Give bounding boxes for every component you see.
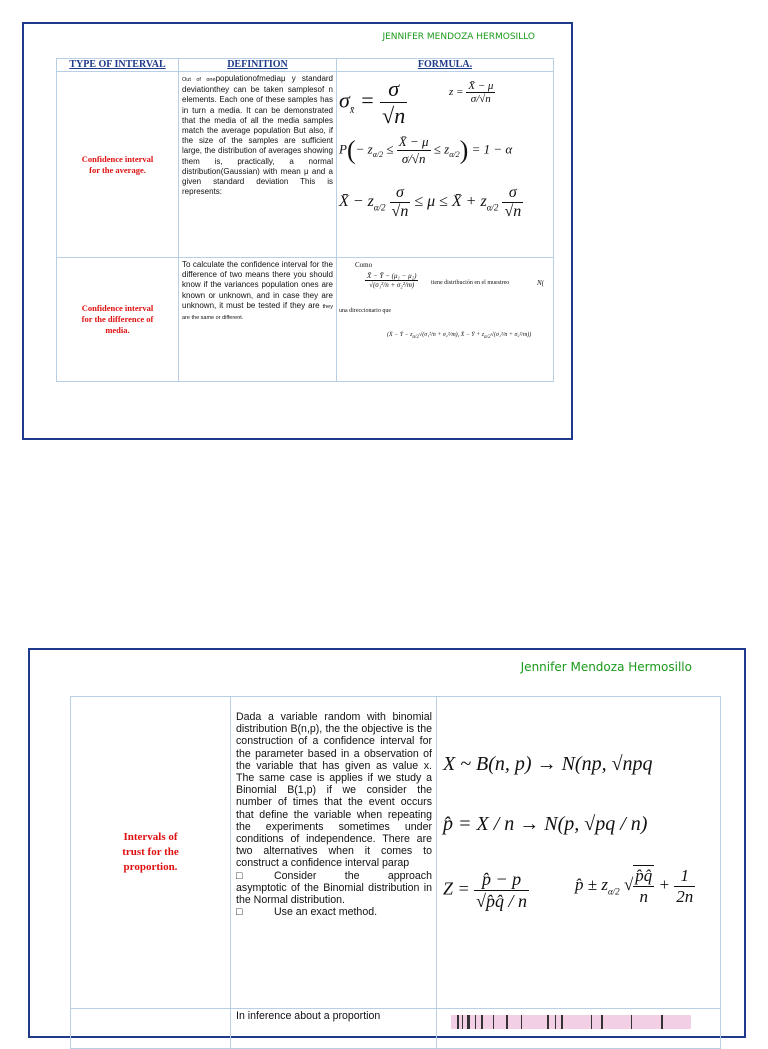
type-label: for the difference of bbox=[81, 314, 154, 324]
definition-small-text: Out of one bbox=[182, 77, 216, 83]
definition-cell-proportion bbox=[231, 697, 437, 1009]
type-label: Intervals of bbox=[123, 831, 178, 843]
formula-diff-statistic: $\frac{\text{X̄ − Ȳ − (μ₁ − μ₂)}}{\text{√(σ₁²/n + σ₂²/m)}}$ bbox=[367, 272, 417, 289]
formula-n: N( bbox=[537, 279, 544, 287]
checkbox-bullet: □ bbox=[236, 869, 243, 882]
formula-interval: X̄ − $z_{\alpha/2}$ $\frac{\sigma}{√n}$ ≤ μ ≤ X̄ + $z_{\alpha/2}$ $\frac{\sigma}{√n}$ bbox=[339, 184, 522, 220]
formula-image-strip bbox=[451, 1015, 691, 1029]
formula-phat: p̂ = X / n → N(p, √pq / n) bbox=[443, 813, 648, 835]
formula-cell-inference bbox=[437, 1009, 721, 1049]
header-definition: DEFINITION bbox=[179, 59, 337, 72]
bullet-text: Use an exact method. bbox=[274, 906, 378, 919]
header-formula: FORMULA. bbox=[337, 59, 554, 72]
definition-cell-average bbox=[179, 72, 337, 258]
type-label: Confidence interval bbox=[81, 303, 154, 313]
type-label: trust for the bbox=[122, 846, 179, 858]
formula-binomial-approx: X ~ B(n, p) → N(np, √npq bbox=[443, 753, 653, 775]
formula-una: una direccionario que bbox=[339, 308, 391, 314]
definition-cell-difference bbox=[179, 258, 337, 382]
type-cell-blank bbox=[71, 1009, 231, 1049]
formula-z-proportion: Z = $\frac{p̂ - p}{√p̂q̂ / n}$ bbox=[443, 869, 528, 911]
formula-diff-interval: (X̄ − Ȳ − $z_{\alpha/2}√(\sigma_1^2/n + \sigma_2^2/m)$, X̄ − Ȳ + $z_{\alpha/2}√(\sigma_1^2/n + \sigma_2^2/m)$) bbox=[387, 332, 532, 341]
definition-text: Dada a variable random with binomial distribution B(n,p), the the objective is the construction of a confidence interval for the parameter based in a observation of the variable that has given as value x. The same case is applies if we study a Binomial B(1,p) if we consider the number of times that the event occurs that define the variable when repeating the experiments sometimes under conditions of independence. There are two alternatives when it comes to construct a confidence interval parap bbox=[236, 711, 432, 870]
formula-z: z = $\frac{X̄ - \mu}{\sigma/√n}$ bbox=[449, 80, 494, 105]
type-label: media. bbox=[105, 325, 130, 335]
formula-tiene: tiene distribución en el muestreo bbox=[431, 280, 510, 286]
type-label: proportion. bbox=[123, 861, 178, 873]
formula-std-error: $\sigma_{x̄}$ = $\frac{\sigma}{√n}$ bbox=[339, 76, 406, 128]
definition-small-text: they are the same or different. bbox=[182, 303, 333, 322]
author-name: JENNIFER MENDOZA HERMOSILLO bbox=[382, 32, 535, 42]
formula-cell-proportion bbox=[437, 697, 721, 1009]
formula-como: Como bbox=[355, 261, 373, 269]
formula-cell-difference bbox=[337, 258, 554, 382]
definition-text: In inference about a proportion bbox=[236, 1010, 381, 1022]
type-cell-difference bbox=[57, 258, 179, 382]
type-label: Confidence interval bbox=[81, 153, 154, 164]
type-cell-proportion bbox=[71, 697, 231, 1009]
interval-table-2 bbox=[70, 696, 721, 1049]
type-label: for the average. bbox=[89, 164, 146, 175]
formula-probability: $P(- z_{\alpha/2}$ ≤ $\frac{X̄ - \mu}{\sigma/√n}$ ≤ $z_{\alpha/2}) = 1 - \alpha$ bbox=[339, 134, 513, 166]
header-type: TYPE OF INTERVAL bbox=[57, 59, 179, 72]
author-name: Jennifer Mendoza Hermosillo bbox=[520, 660, 692, 674]
formula-proportion-interval: p̂ ± $z_{\alpha/2}$ √ $\frac{p̂q̂}{n}$ + $\frac{1}{2n}$ bbox=[575, 865, 694, 906]
definition-text: To calculate the confidence interval for the difference of two means there you should know if the variances population ones are known or unknown, and in case they are unknown, it must be tested if they are bbox=[182, 260, 333, 310]
document-page-2 bbox=[28, 648, 746, 1038]
document-page-1 bbox=[22, 22, 573, 440]
formula-cell-average bbox=[337, 72, 554, 258]
definition-cell-inference bbox=[231, 1009, 437, 1049]
definition-text: populationofmediaμ y standard deviationthey can be taken samplesof n elements. Each one of these samples has in turn a media. It can be demonstrated that the media of all the media samples match the average population But also, if the size of the samples are sufficient large, the distribution of averages showing them is, practically, a normal distribution(Gaussian) with mean μ and a given standard deviation This is represents: bbox=[182, 74, 333, 197]
interval-table-1 bbox=[56, 58, 554, 382]
checkbox-bullet: □ bbox=[236, 906, 243, 919]
bullet-text: Consider the approach asymptotic of the Binomial distribution in the Normal distribution. bbox=[236, 869, 432, 907]
type-cell-average bbox=[57, 72, 179, 258]
